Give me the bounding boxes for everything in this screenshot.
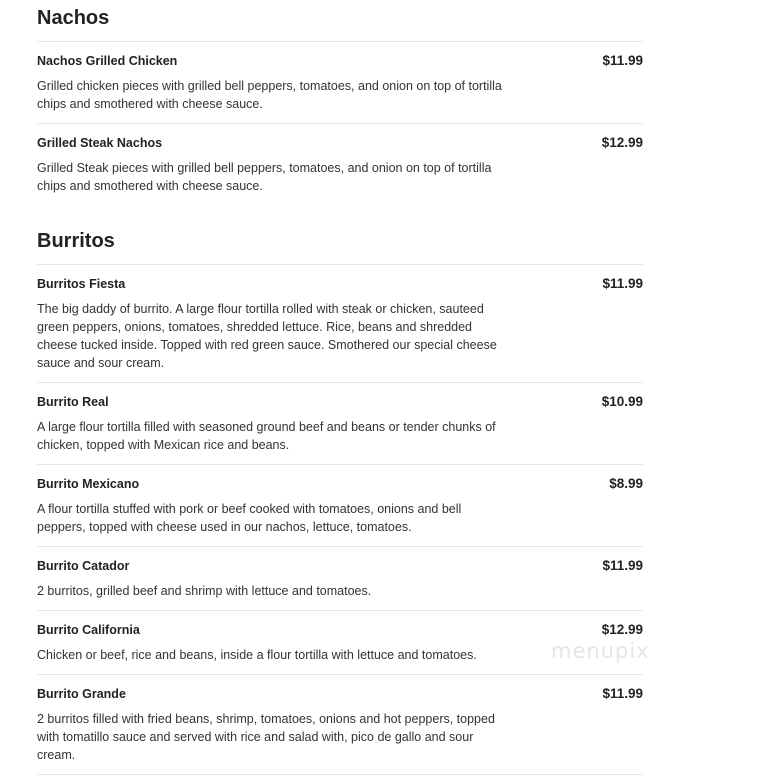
menu-item (37, 675, 643, 775)
menu-item-price: $12.99 (601, 135, 643, 150)
menu-item-name: Burrito Real (37, 395, 109, 409)
menu-item-description: A flour tortilla stuffed with pork or beef cooked with tomatoes, onions and bell peppers, topped with cheese used in our nachos, lettuce, tomatoes. (37, 502, 462, 534)
menu-item-description: Chicken or beef, rice and beans, inside a flour tortilla with lettuce and tomatoes. (37, 648, 477, 662)
menu-item-price: $11.99 (602, 686, 643, 701)
menu-item-name: Burrito California (37, 623, 140, 637)
menu-item-description: Grilled chicken pieces with grilled bell peppers, tomatoes, and onion on top of tortilla chips and smothered with cheese sauce. (37, 79, 502, 111)
section-title-burritos: Burritos (37, 205, 643, 265)
menu-item-name: Burrito Mexicano (37, 477, 140, 491)
menu-item-price: $11.99 (602, 53, 643, 68)
menu-item-header (37, 557, 643, 577)
menu-item-header (37, 621, 643, 641)
menu-item (37, 124, 643, 205)
menu-item (37, 547, 643, 611)
menu-item-header (37, 134, 643, 154)
menu-item (37, 383, 643, 465)
menu-item-header (37, 685, 643, 705)
menu-item (37, 465, 643, 547)
menu (37, 0, 643, 775)
watermark-logo: menupix (551, 639, 650, 663)
menu-item-description: 2 burritos filled with fried beans, shrimp, tomatoes, onions and hot peppers, topped with tomatillo sauce and served with rice and salad with, pico de gallo and sour cream. (37, 712, 495, 762)
menu-item (37, 265, 643, 383)
menu-item-description: 2 burritos, grilled beef and shrimp with lettuce and tomatoes. (37, 584, 372, 598)
menu-item-price: $8.99 (609, 476, 643, 491)
menu-item-price: $11.99 (602, 558, 643, 573)
section-title-nachos: Nachos (37, 0, 643, 42)
menu-item-header (37, 52, 643, 72)
menu-item-name: Burrito Grande (37, 687, 126, 701)
menu-item-price: $12.99 (601, 622, 643, 637)
menu-item-header (37, 475, 643, 495)
menu-item (37, 611, 643, 675)
menu-item-description: The big daddy of burrito. A large flour tortilla rolled with steak or chicken, sauteed green peppers, onions, tomatoes, shredded lettuce. Rice, beans and shredded cheese tucked inside. Topped with red green sauce. Smothered our special cheese sauce and sour cream. (37, 302, 497, 370)
menu-item-name: Burritos Fiesta (37, 277, 126, 291)
menu-item-header (37, 275, 643, 295)
menu-item-price: $10.99 (601, 394, 643, 409)
menu-item-name: Burrito Catador (37, 559, 130, 573)
menu-item-name: Grilled Steak Nachos (37, 136, 163, 150)
menu-item-price: $11.99 (602, 276, 643, 291)
menu-item-description: Grilled Steak pieces with grilled bell peppers, tomatoes, and onion on top of tortilla chips and smothered with cheese sauce. (37, 161, 492, 193)
menu-item-name: Nachos Grilled Chicken (37, 54, 178, 68)
menu-item-description: A large flour tortilla filled with seasoned ground beef and beans or tender chunks of chicken, topped with Mexican rice and beans. (37, 420, 496, 452)
menu-item (37, 42, 643, 124)
menu-item-header (37, 393, 643, 413)
